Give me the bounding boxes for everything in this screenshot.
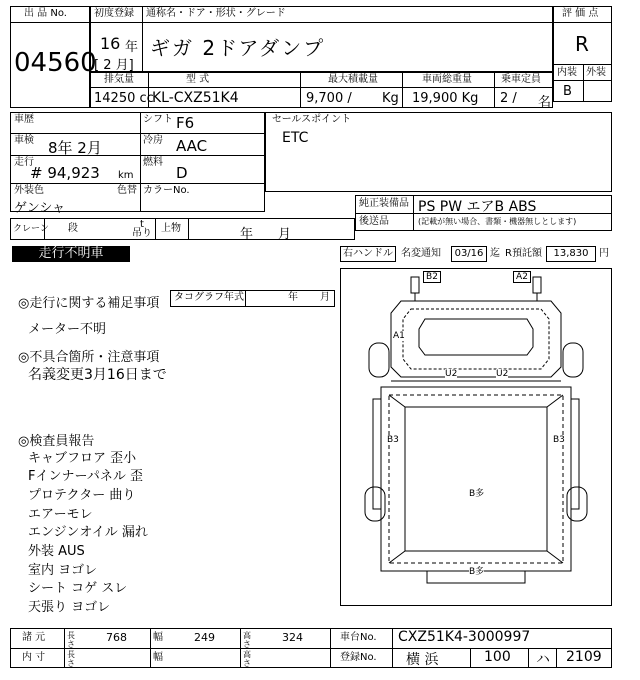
tachograph-year: 年 [288, 292, 298, 303]
defect-text: 名義変更3月16日まで [28, 367, 167, 383]
truck-outline [341, 269, 611, 605]
chassis-label: 車台No. [340, 632, 377, 643]
color-number-label: カラーNo. [143, 185, 190, 196]
fuel-label: 燃料 [143, 157, 163, 168]
crane-row [10, 218, 355, 240]
damage-label: A1 [393, 331, 405, 341]
divider [402, 72, 403, 108]
divider [10, 183, 265, 184]
defect-title: ◎不具合箇所・注意事項 [18, 350, 160, 365]
upper-year: 年 [240, 227, 254, 242]
divider [140, 112, 141, 212]
supplement-title: ◎走行に関する補足事項 [18, 296, 160, 311]
divider [150, 628, 151, 668]
genuine-equipment-value: PS PW エアB ABS [418, 199, 537, 215]
model-code-value: KL-CXZ51K4 [152, 90, 239, 106]
crane-label: クレーン [13, 224, 49, 234]
height-value: 324 [282, 631, 303, 644]
divider [188, 218, 189, 240]
damage-label: B多 [469, 489, 485, 499]
rating-value: R [575, 32, 589, 56]
name-change-date: 03/16 [451, 246, 487, 262]
sales-point-value: ETC [282, 130, 309, 146]
deadline-label: 迄 [490, 248, 500, 259]
color-value: ゲンシャ [14, 201, 66, 216]
ac-label: 冷房 [143, 135, 163, 146]
divider [553, 22, 612, 23]
mileage-value: # 94,923 [30, 164, 100, 182]
divider [300, 72, 301, 108]
damage-label: U2 [496, 369, 509, 379]
divider [494, 72, 495, 108]
retrofit-note: (記載が無い場合、書類・機器無しとします) [418, 217, 577, 226]
inner-width-label: 幅 [153, 652, 163, 663]
length-label: 長さ [67, 631, 75, 649]
unknown-mileage-badge: 走行不明車 [12, 246, 130, 262]
tachograph-label: タコグラフ年式 [174, 292, 244, 303]
width-value: 249 [194, 631, 215, 644]
capacity-unit: 名 [538, 95, 552, 110]
interior-label: 内装 [557, 67, 577, 78]
inner-length-label: 長さ [67, 650, 75, 668]
divider [330, 628, 331, 668]
damage-label: B多 [469, 567, 485, 577]
inspector-item: 室内 ヨゴレ [28, 563, 98, 578]
damage-label: B2 [423, 271, 441, 283]
capacity-value: 2 / [500, 91, 517, 106]
color-label: 外装色 [14, 185, 44, 196]
registration-label: 登録No. [340, 652, 377, 663]
divider [155, 218, 156, 240]
divider [10, 648, 612, 649]
year-unit: 年 [125, 40, 139, 55]
divider [10, 22, 90, 23]
displacement-value: 14250 cc [94, 91, 154, 106]
rating-label: 評 価 点 [562, 8, 599, 19]
damage-label: A2 [513, 271, 531, 283]
inspector-item: エンジンオイル 漏れ [28, 525, 148, 540]
inspector-item: 外装 AUS [28, 544, 85, 559]
supplement-text: メーター不明 [28, 322, 107, 337]
divider [413, 195, 414, 231]
gross-weight-label: 車両総重量 [422, 74, 472, 85]
recycle-label: R預託額 [505, 248, 542, 259]
inspection-value: 8年 2月 [48, 139, 102, 157]
damage-diagram [340, 268, 612, 606]
max-load-label: 最大積載量 [328, 74, 378, 85]
lot-number: 04560 [14, 48, 97, 78]
width-label: 幅 [153, 632, 163, 643]
chassis-value: CXZ51K4-3000997 [398, 629, 531, 645]
height-label: 高さ [243, 631, 251, 649]
inner-dimensions-label: 内 寸 [22, 652, 46, 663]
max-load-unit: Kg [382, 91, 399, 106]
upper-label: 上物 [161, 223, 181, 234]
lot-number-label: 出 品 No. [24, 8, 67, 19]
damage-label: U2 [445, 369, 458, 379]
recycle-value: 13,830 [546, 246, 596, 262]
divider [90, 22, 553, 23]
shift-label: シフト [143, 114, 173, 125]
inner-height-label: 高さ [243, 650, 251, 668]
divider [556, 648, 557, 668]
capacity-label: 乗車定員 [501, 74, 541, 85]
genuine-equipment-label: 純正装備品 [359, 198, 409, 209]
registration-area: 横 浜 [406, 652, 439, 668]
fuel-value: D [176, 164, 188, 182]
inspector-item: プロテクター 曲り [28, 488, 136, 503]
gross-weight-value: 19,900 Kg [412, 91, 479, 106]
registration-class: 100 [484, 649, 511, 665]
color-change-label: 色替 [117, 185, 137, 196]
divider [245, 290, 246, 307]
inspector-item: キャブフロア 歪小 [28, 451, 137, 466]
inspector-item: エアーモレ [28, 507, 93, 522]
damage-label: B3 [553, 435, 565, 445]
model-name: ギガ 2ドアダンプ [150, 36, 326, 60]
history-label: 車歴 [14, 114, 34, 125]
max-load-value: 9,700 / [306, 91, 352, 106]
divider [10, 133, 265, 134]
retrofit-label: 後送品 [359, 216, 389, 227]
first-reg-label: 初度登録 [94, 8, 134, 19]
inspector-item: シート コゲ スレ [28, 581, 128, 596]
name-change-label: 名変通知 [401, 248, 441, 259]
model-code-label: 型 式 [186, 74, 210, 85]
divider [470, 648, 471, 668]
divider [142, 6, 143, 72]
inspector-item: 天張り ヨゴレ [28, 600, 111, 615]
interior-grade: B [563, 84, 572, 99]
divider [90, 87, 553, 88]
inspector-title: ◎検査員報告 [18, 434, 95, 449]
mileage-unit: km [118, 170, 134, 181]
first-reg-year: 16 [100, 34, 121, 53]
crane-ton: t [140, 219, 144, 230]
registration-kana: ハ [536, 652, 550, 668]
divider [528, 648, 529, 668]
registration-number: 2109 [566, 649, 602, 665]
shift-value: F6 [176, 114, 195, 132]
steering-badge: 右ハンドル [340, 246, 396, 262]
mileage-label: 走行 [14, 157, 34, 168]
divider [240, 628, 241, 668]
exterior-label: 外装 [586, 67, 606, 78]
upper-month: 月 [278, 227, 292, 242]
displacement-label: 排気量 [104, 74, 134, 85]
tachograph-month: 月 [320, 292, 330, 303]
inspector-item: Fインナーパネル 歪 [28, 469, 143, 484]
ac-value: AAC [176, 137, 208, 155]
divider [64, 628, 65, 668]
model-name-label: 通称名・ドア・形状・グレード [146, 8, 286, 19]
damage-label: B3 [387, 435, 399, 445]
inspection-label: 車検 [14, 135, 34, 146]
crane-hook: 吊り [132, 228, 152, 239]
length-value: 768 [106, 631, 127, 644]
recycle-unit: 円 [599, 248, 609, 259]
divider [392, 628, 393, 668]
sales-point-label: セールスポイント [272, 114, 352, 125]
first-reg-month: [ 2 月] [94, 58, 134, 73]
divider [583, 64, 584, 102]
crane-stage: 段 [68, 223, 78, 234]
spec-label: 諸 元 [22, 632, 46, 643]
